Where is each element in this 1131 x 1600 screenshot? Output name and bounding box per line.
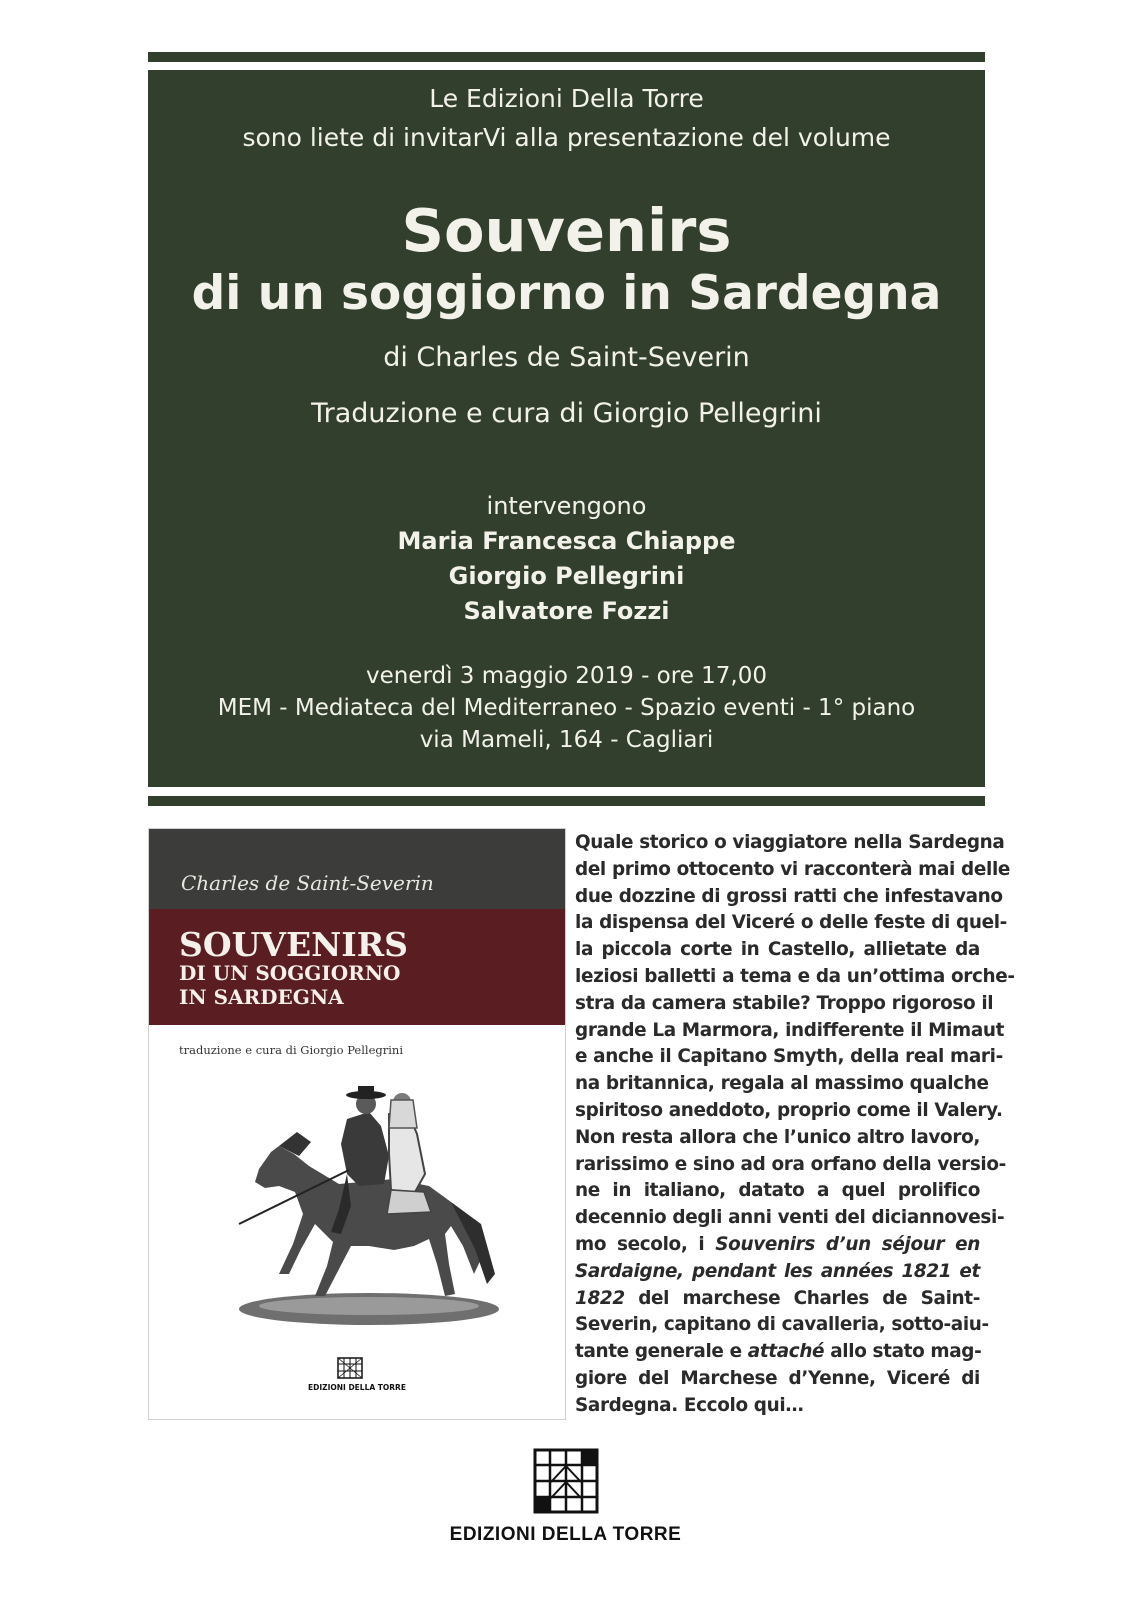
description-text: allo stato mag- (830, 1341, 982, 1363)
description-line: del primo ottocento vi racconterà mai delle (575, 858, 1011, 880)
cover-publisher: EDIZIONI DELLA TORRE (308, 1383, 406, 1392)
book-cover (148, 828, 566, 1420)
description-line: na britannica, regala al massimo qualche (575, 1073, 989, 1095)
event-venue: MEM - Mediateca del Mediterraneo - Spazio eventi - 1° piano (217, 695, 916, 721)
description-line: Non resta allora che l’unico altro lavoro, (575, 1126, 980, 1148)
speaker-name: Salvatore Fozzi (463, 597, 670, 625)
middle-divider-bar (148, 796, 985, 806)
speakers-label: intervengono (486, 492, 647, 520)
publisher-name: EDIZIONI DELLA TORRE (449, 1524, 682, 1545)
description-text: del marchese Charles de Saint- (638, 1287, 980, 1309)
intro-line-1: Le Edizioni Della Torre (429, 84, 704, 113)
book-description (575, 830, 1015, 1420)
book-original-title: 1822 (575, 1287, 625, 1309)
description-line: rarissimo e sino ad ora orfano della versio- (575, 1153, 1006, 1175)
event-title-line-2: di un soggiorno in Sardegna (191, 266, 942, 321)
description-line: due dozzine di grossi ratti che infestavano (575, 885, 1003, 907)
description-line: leziosi balletti a tema e da un’ottima orche- (575, 965, 1015, 987)
description-line: la dispensa del Viceré o delle feste di quel- (575, 912, 1007, 934)
intro-line-2: sono liete di invitarVi alla presentazione del volume (242, 123, 891, 152)
description-line: decennio degli anni venti del diciannovesi- (575, 1207, 1005, 1229)
translation-credit: Traduzione e cura di Giorgio Pellegrini (311, 398, 822, 429)
description-line (575, 1286, 980, 1313)
description-line (575, 1339, 980, 1366)
description-line: Quale storico o viaggiatore nella Sardegna (575, 832, 1005, 853)
book-original-title: Souvenirs d’un séjour en (715, 1233, 980, 1255)
description-text: tante generale e (575, 1341, 742, 1363)
description-line: e anche il Capitano Smyth, della real mari- (575, 1046, 1003, 1068)
speaker-name: Maria Francesca Chiappe (397, 527, 736, 555)
horse-riders-illustration (219, 1074, 509, 1334)
invitation-panel (148, 70, 985, 787)
description-line (575, 1232, 980, 1259)
book-author: di Charles de Saint-Severin (383, 342, 750, 373)
cover-author-band (149, 829, 565, 909)
description-line: spiritoso aneddoto, proprio come il Valery. (575, 1099, 1003, 1121)
description-text: mo secolo, i (575, 1233, 705, 1255)
cover-title-line-1: SOUVENIRS (179, 925, 408, 964)
event-title-line-1: Souvenirs (401, 196, 732, 265)
description-line: Severin, capitano di cavalleria, sotto-aiu- (575, 1314, 989, 1336)
top-divider-bar (148, 52, 985, 62)
event-date-time: venerdì 3 maggio 2019 - ore 17,00 (365, 663, 768, 689)
publisher-logo-icon (533, 1448, 599, 1514)
event-address: via Mameli, 164 - Cagliari (419, 727, 714, 753)
description-line: la piccola corte in Castello, allietate da (575, 939, 980, 961)
description-line: stra da camera stabile? Troppo rigoroso il (575, 992, 994, 1014)
description-line: Sardegna. Eccolo qui… (575, 1394, 804, 1416)
book-original-title: Sardaigne, pendant les années 1821 et (575, 1260, 980, 1282)
description-line: grande La Marmora, indifferente il Mimaut (575, 1019, 1005, 1041)
cover-translation-credit: traduzione e cura di Giorgio Pellegrini (179, 1043, 403, 1057)
publisher-logo-icon (337, 1357, 363, 1379)
cover-title-line-2: DI UN SOGGIORNO (179, 961, 401, 985)
cover-title-line-3: IN SARDEGNA (179, 985, 344, 1009)
description-line (575, 1259, 980, 1286)
attache-term: attaché (747, 1341, 825, 1363)
description-line: giore del Marchese d’Yenne, Viceré di (575, 1367, 980, 1389)
speaker-name: Giorgio Pellegrini (448, 562, 685, 590)
description-line: ne in italiano, datato a quel prolifico (575, 1180, 980, 1202)
cover-author: Charles de Saint-Severin (181, 871, 434, 895)
